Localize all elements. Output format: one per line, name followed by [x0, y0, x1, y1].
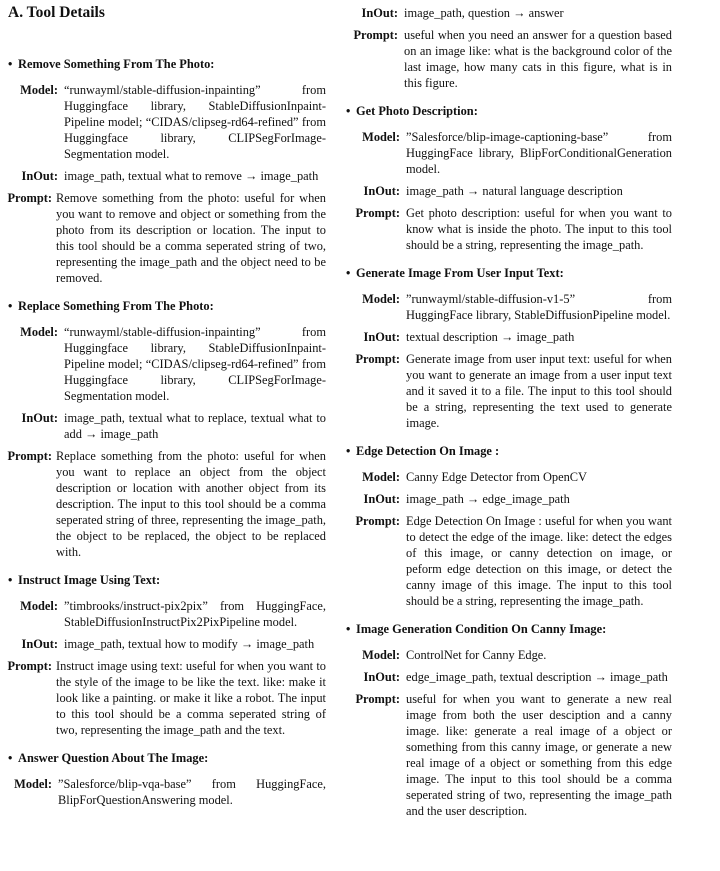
- bullet-icon: •: [8, 57, 13, 71]
- tool-instruct-image: [8, 572, 326, 738]
- prompt-field: Prompt: Instruct image using text: useful for when you want to the style of the image to be like the text. like: make it look like a painting. or make it like a robot. The input to this tool should be a comma seperated string of two, representing the image_path and the text.: [7, 659, 326, 737]
- tool-heading: • Image Generation Condition On Canny Image:: [346, 622, 607, 636]
- inout-field: InOut: image_path, textual what to remove → image_path: [21, 169, 319, 183]
- tool-heading: • Generate Image From User Input Text:: [346, 266, 564, 280]
- prompt-field: Prompt: Get photo description: useful for when you want to know what is inside the photo. The input to this tool should be a string, representing the image_path.: [355, 206, 672, 252]
- model-field: Model: “runwayml/stable-diffusion-inpainting” from Huggingface library, StableDiffusionInpaint-Pipeline model; “CIDAS/clipseg-rd64-refined” from Huggingface library, CLIPSegForImage-Segmentation model.: [20, 83, 326, 161]
- model-field: Model: ”runwayml/stable-diffusion-v1-5” from HuggingFace library, StableDiffusionPipeline model.: [362, 292, 672, 322]
- bullet-icon: •: [346, 266, 351, 280]
- prompt-field: Prompt: Generate image from user input text: useful for when you want to generate an image from a user input text and it saved it to a file. The input to this tool should be a string, representing the text used to generate image.: [355, 352, 672, 430]
- prompt-field: Prompt: Edge Detection On Image : useful for when you want to detect the edge of the image. like: detect the edges of this image, or canny detection on image, or peform edge detection on this image, or detect the canny image of this image. The input to this tool should be a string, representing the image_path.: [355, 514, 672, 608]
- tool-heading: • Remove Something From The Photo:: [8, 57, 215, 71]
- model-field: Model: ControlNet for Canny Edge.: [362, 648, 547, 662]
- bullet-icon: •: [8, 299, 13, 313]
- model-field: Model: ”timbrooks/instruct-pix2pix” from HuggingFace, StableDiffusionInstructPix2PixPipeline model.: [20, 599, 326, 629]
- tool-answer-question: [8, 750, 326, 808]
- right-column: [346, 0, 672, 831]
- tool-canny-image-generation: [346, 621, 672, 819]
- inout-field: InOut: edge_image_path, textual description → image_path: [363, 670, 668, 684]
- bullet-icon: •: [8, 573, 13, 587]
- bullet-icon: •: [8, 751, 13, 765]
- model-field: Model: ”Salesforce/blip-image-captioning-base” from HuggingFace library, BlipForConditionalGeneration model.: [362, 130, 672, 176]
- inout-field: InOut: image_path, question → answer: [361, 6, 564, 20]
- tool-generate-image-from-text: [346, 265, 672, 431]
- tool-replace-something: [8, 298, 326, 560]
- tool-heading: • Answer Question About The Image:: [8, 751, 209, 765]
- tool-heading: • Get Photo Description:: [346, 104, 478, 118]
- model-field: Model: ”Salesforce/blip-vqa-base” from HuggingFace, BlipForQuestionAnswering model.: [14, 777, 326, 807]
- tool-heading: • Edge Detection On Image :: [346, 444, 500, 458]
- bullet-icon: •: [346, 444, 351, 458]
- tool-get-photo-description: [346, 103, 672, 253]
- tool-edge-detection: [346, 443, 672, 609]
- tool-heading: • Replace Something From The Photo:: [8, 299, 214, 313]
- prompt-field: Prompt: useful for when you want to generate a new real image from both the user desciption and a canny image. like: generate a real image of a object or something from this canny image, or generate a new real image of a object or something from this edge image. The input to this tool should be a comma seperated string of two, representing the image_path and the user description.: [355, 692, 672, 818]
- tool-heading: • Instruct Image Using Text:: [8, 573, 161, 587]
- left-column: [8, 0, 326, 820]
- inout-field: InOut: image_path → natural language description: [363, 184, 623, 198]
- model-field: Model: Canny Edge Detector from OpenCV: [362, 470, 587, 484]
- tool-answer-question-continued: [346, 5, 672, 91]
- inout-field: InOut: textual description → image_path: [363, 330, 575, 344]
- model-field: Model: “runwayml/stable-diffusion-inpainting” from Huggingface library, StableDiffusionInpaint-Pipeline model; “CIDAS/clipseg-rd64-refined” from Huggingface library, CLIPSegForImage-Segmentation model.: [20, 325, 326, 403]
- prompt-field: Prompt: Replace something from the photo: useful for when you want to replace an object from the object description or location with another object from its description. The input to this tool should be a comma seperated string of three, representing the image_path, the object to be replaced, the object to be replaced with.: [7, 449, 326, 559]
- inout-field: InOut: image_path → edge_image_path: [363, 492, 570, 506]
- section-title: A. Tool Details: [8, 4, 105, 21]
- inout-field: InOut: image_path, textual how to modify → image_path: [21, 637, 315, 651]
- bullet-icon: •: [346, 104, 351, 118]
- tool-remove-something: [8, 56, 326, 286]
- inout-field: InOut: image_path, textual what to replace, textual what to add → image_path: [21, 411, 326, 441]
- prompt-field: Prompt: Remove something from the photo: useful for when you want to remove and object or something from the photo from its description or location. The input to this tool should be a comma seperated string of two, representing the image_path and the object need to be removed.: [7, 191, 326, 285]
- bullet-icon: •: [346, 622, 351, 636]
- prompt-field: Prompt: useful when you need an answer for a question based on an image like: what is the background color of the last image, how many cats in this figure, what is in this figure.: [353, 28, 672, 90]
